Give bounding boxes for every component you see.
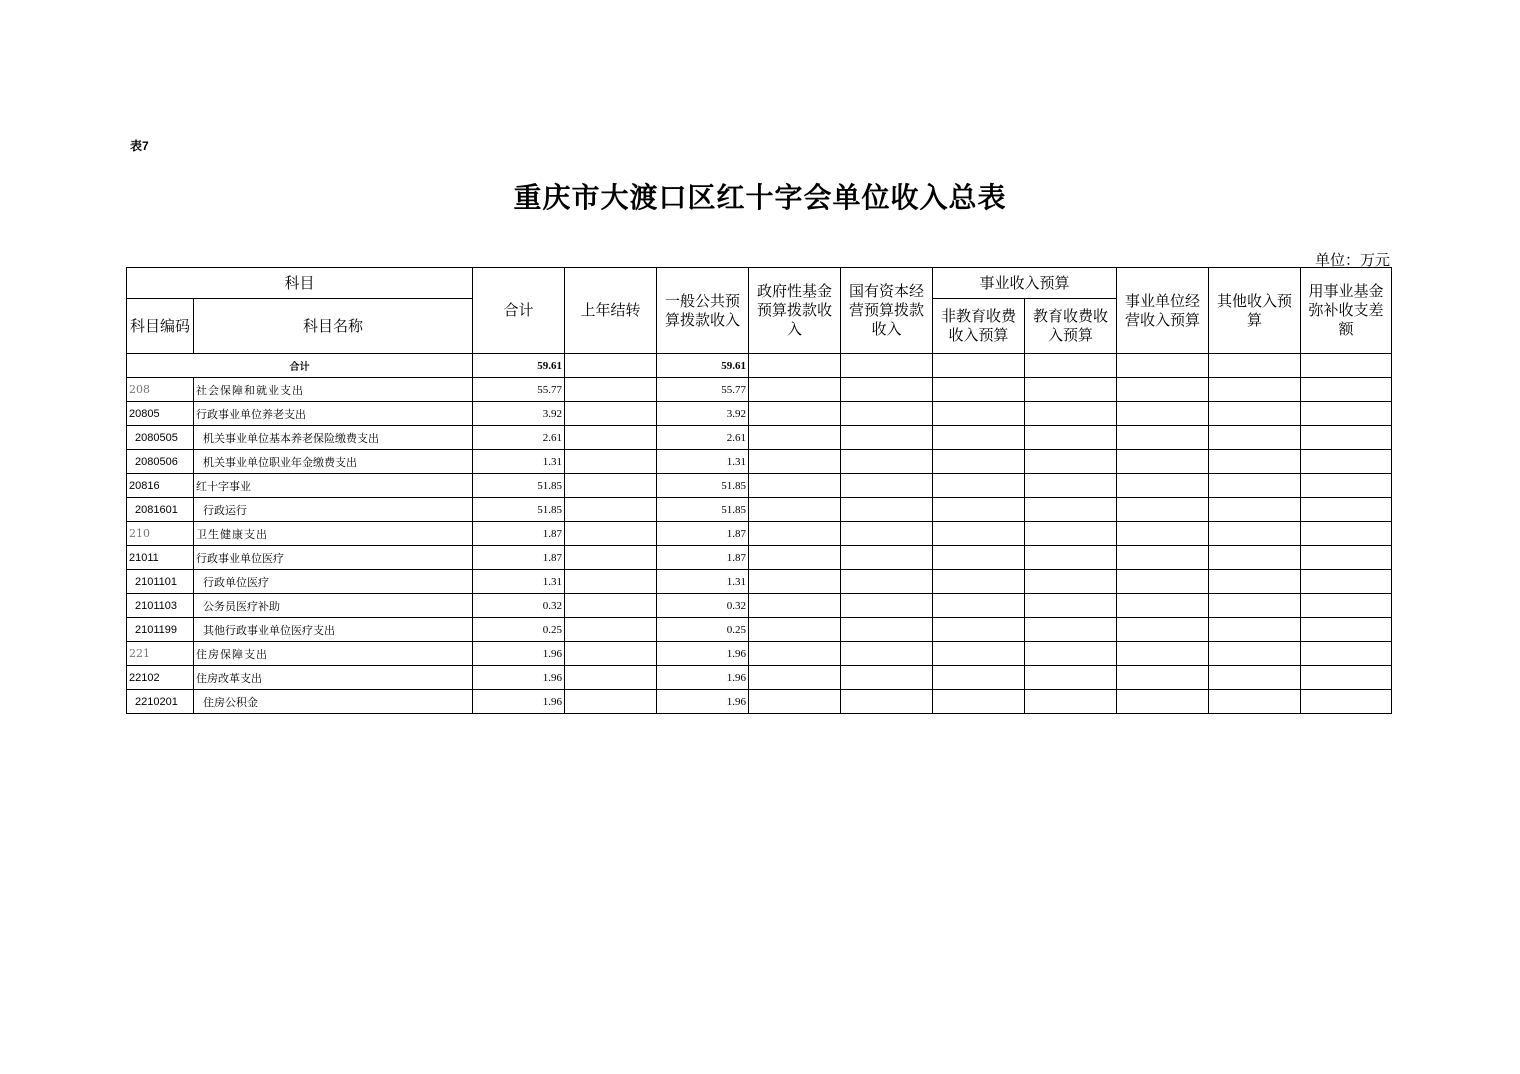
empty-cell [933,378,1025,402]
subject-name: 行政事业单位医疗 [194,546,473,570]
empty-cell [1117,618,1209,642]
table-row [127,402,1392,426]
total-row [127,354,1392,378]
empty-cell [1117,522,1209,546]
empty-cell [841,594,933,618]
empty-cell [933,618,1025,642]
empty-cell [1209,666,1301,690]
empty-cell [1117,378,1209,402]
empty-cell [1025,378,1117,402]
row-total: 1.96 [473,666,565,690]
row-general-budget: 1.87 [657,546,749,570]
empty-cell [565,450,657,474]
table-row [127,474,1392,498]
table-row [127,522,1392,546]
empty-cell [1301,378,1392,402]
empty-cell [749,378,841,402]
empty-cell [1301,570,1392,594]
subject-code: 2101199 [127,618,194,642]
empty-cell [841,666,933,690]
empty-cell [1117,666,1209,690]
empty-cell [933,426,1025,450]
row-general-budget: 3.92 [657,402,749,426]
row-total: 1.87 [473,546,565,570]
empty-cell [841,498,933,522]
row-total: 51.85 [473,498,565,522]
empty-cell [565,426,657,450]
empty-cell [933,546,1025,570]
empty-cell [1209,426,1301,450]
empty-cell [749,402,841,426]
empty-cell [1117,546,1209,570]
subject-name: 卫生健康支出 [194,522,473,546]
empty-cell [841,426,933,450]
table-row [127,690,1392,714]
subject-name: 住房公积金 [194,690,473,714]
empty-cell [1209,618,1301,642]
empty-cell [749,354,841,378]
subject-name: 住房保障支出 [194,642,473,666]
empty-cell [1301,426,1392,450]
row-general-budget: 1.96 [657,642,749,666]
empty-cell [565,354,657,378]
total-value: 59.61 [473,354,565,378]
empty-cell [841,378,933,402]
subject-name: 行政运行 [194,498,473,522]
subject-name: 机关事业单位职业年金缴费支出 [194,450,473,474]
total-label: 合计 [127,354,473,378]
empty-cell [841,546,933,570]
header-subject-code: 科目编码 [127,299,194,354]
empty-cell [841,474,933,498]
empty-cell [1209,642,1301,666]
empty-cell [565,546,657,570]
empty-cell [1301,402,1392,426]
table-number: 表7 [130,139,149,153]
subject-name: 行政事业单位养老支出 [194,402,473,426]
empty-cell [1117,498,1209,522]
row-general-budget: 1.96 [657,690,749,714]
empty-cell [565,666,657,690]
row-total: 1.96 [473,690,565,714]
empty-cell [1209,498,1301,522]
empty-cell [1025,570,1117,594]
empty-cell [749,498,841,522]
empty-cell [565,594,657,618]
empty-cell [1209,690,1301,714]
empty-cell [1209,378,1301,402]
row-general-budget: 51.85 [657,474,749,498]
income-summary-table [126,267,1392,714]
row-total: 1.31 [473,450,565,474]
empty-cell [1209,474,1301,498]
empty-cell [1301,498,1392,522]
row-total: 1.31 [473,570,565,594]
subject-code: 20816 [127,474,194,498]
header-edu-fee: 教育收费收入预算 [1025,299,1117,354]
empty-cell [565,402,657,426]
row-total: 55.77 [473,378,565,402]
subject-name: 住房改革支出 [194,666,473,690]
empty-cell [1209,594,1301,618]
row-general-budget: 55.77 [657,378,749,402]
empty-cell [749,426,841,450]
header-subject-name: 科目名称 [194,299,473,354]
empty-cell [565,642,657,666]
empty-cell [1025,402,1117,426]
empty-cell [933,450,1025,474]
empty-cell [1209,450,1301,474]
row-general-budget: 0.25 [657,618,749,642]
empty-cell [749,570,841,594]
table-row [127,570,1392,594]
subject-code: 2210201 [127,690,194,714]
empty-cell [749,690,841,714]
header-subject: 科目 [127,268,473,299]
empty-cell [933,402,1025,426]
empty-cell [749,594,841,618]
empty-cell [749,450,841,474]
empty-cell [1025,354,1117,378]
empty-cell [565,474,657,498]
empty-cell [841,570,933,594]
empty-cell [1209,402,1301,426]
subject-code: 2081601 [127,498,194,522]
subject-name: 机关事业单位基本养老保险缴费支出 [194,426,473,450]
row-total: 2.61 [473,426,565,450]
table-row [127,546,1392,570]
subject-code: 22102 [127,666,194,690]
empty-cell [1117,426,1209,450]
row-general-budget: 0.32 [657,594,749,618]
empty-cell [565,570,657,594]
header-state-capital: 国有资本经营预算拨款收入 [841,268,933,354]
empty-cell [1025,546,1117,570]
row-general-budget: 1.96 [657,666,749,690]
row-general-budget: 1.87 [657,522,749,546]
header-carryover: 上年结转 [565,268,657,354]
empty-cell [1025,642,1117,666]
empty-cell [1117,594,1209,618]
empty-cell [933,594,1025,618]
header-business-income: 事业收入预算 [933,268,1117,299]
subject-code: 221 [127,642,194,666]
header-general-budget: 一般公共预算拨款收入 [657,268,749,354]
empty-cell [1301,690,1392,714]
empty-cell [933,354,1025,378]
subject-code: 21011 [127,546,194,570]
empty-cell [565,618,657,642]
empty-cell [1301,474,1392,498]
empty-cell [749,618,841,642]
empty-cell [1025,474,1117,498]
row-total: 0.32 [473,594,565,618]
header-fund-make-up: 用事业基金弥补收支差额 [1301,268,1392,354]
subject-name: 社会保障和就业支出 [194,378,473,402]
row-general-budget: 51.85 [657,498,749,522]
empty-cell [1301,594,1392,618]
empty-cell [1301,450,1392,474]
empty-cell [933,570,1025,594]
row-total: 3.92 [473,402,565,426]
table-row [127,618,1392,642]
empty-cell [1117,642,1209,666]
subject-name: 行政单位医疗 [194,570,473,594]
subject-name: 其他行政事业单位医疗支出 [194,618,473,642]
empty-cell [565,690,657,714]
empty-cell [749,546,841,570]
empty-cell [933,474,1025,498]
empty-cell [1117,450,1209,474]
header-gov-fund: 政府性基金预算拨款收入 [749,268,841,354]
empty-cell [1301,642,1392,666]
empty-cell [1117,402,1209,426]
empty-cell [841,354,933,378]
empty-cell [1025,498,1117,522]
unit-label: 单位：万元 [1314,251,1390,269]
empty-cell [933,690,1025,714]
empty-cell [841,642,933,666]
empty-cell [1025,690,1117,714]
empty-cell [565,522,657,546]
empty-cell [1301,546,1392,570]
table-row [127,378,1392,402]
subject-code: 208 [127,378,194,402]
row-total: 51.85 [473,474,565,498]
empty-cell [749,666,841,690]
row-total: 0.25 [473,618,565,642]
header-operating-income: 事业单位经营收入预算 [1117,268,1209,354]
empty-cell [1117,570,1209,594]
table-row [127,426,1392,450]
empty-cell [933,522,1025,546]
empty-cell [1117,354,1209,378]
empty-cell [565,498,657,522]
row-total: 1.96 [473,642,565,666]
empty-cell [1117,474,1209,498]
empty-cell [749,642,841,666]
empty-cell [1117,690,1209,714]
table-row [127,594,1392,618]
empty-cell [749,522,841,546]
header-non-edu-fee: 非教育收费收入预算 [933,299,1025,354]
empty-cell [1209,546,1301,570]
subject-code: 2080506 [127,450,194,474]
table-row [127,642,1392,666]
table-row [127,450,1392,474]
empty-cell [841,450,933,474]
empty-cell [1209,354,1301,378]
subject-name: 红十字事业 [194,474,473,498]
header-total: 合计 [473,268,565,354]
empty-cell [841,618,933,642]
empty-cell [1209,570,1301,594]
empty-cell [1025,666,1117,690]
subject-name: 公务员医疗补助 [194,594,473,618]
empty-cell [1209,522,1301,546]
total-general-value: 59.61 [657,354,749,378]
empty-cell [1025,450,1117,474]
subject-code: 2080505 [127,426,194,450]
empty-cell [1301,354,1392,378]
subject-code: 210 [127,522,194,546]
header-other-income: 其他收入预算 [1209,268,1301,354]
empty-cell [1025,618,1117,642]
empty-cell [933,498,1025,522]
empty-cell [841,690,933,714]
empty-cell [1301,618,1392,642]
empty-cell [841,402,933,426]
subject-code: 20805 [127,402,194,426]
row-general-budget: 1.31 [657,450,749,474]
empty-cell [1025,594,1117,618]
empty-cell [841,522,933,546]
empty-cell [933,666,1025,690]
row-total: 1.87 [473,522,565,546]
empty-cell [1025,522,1117,546]
table-row [127,666,1392,690]
empty-cell [1025,426,1117,450]
empty-cell [749,474,841,498]
empty-cell [1301,666,1392,690]
empty-cell [1301,522,1392,546]
row-general-budget: 1.31 [657,570,749,594]
row-general-budget: 2.61 [657,426,749,450]
table-row [127,498,1392,522]
empty-cell [565,378,657,402]
subject-code: 2101103 [127,594,194,618]
empty-cell [933,642,1025,666]
subject-code: 2101101 [127,570,194,594]
page-title: 重庆市大渡口区红十字会单位收入总表 [513,181,1007,214]
